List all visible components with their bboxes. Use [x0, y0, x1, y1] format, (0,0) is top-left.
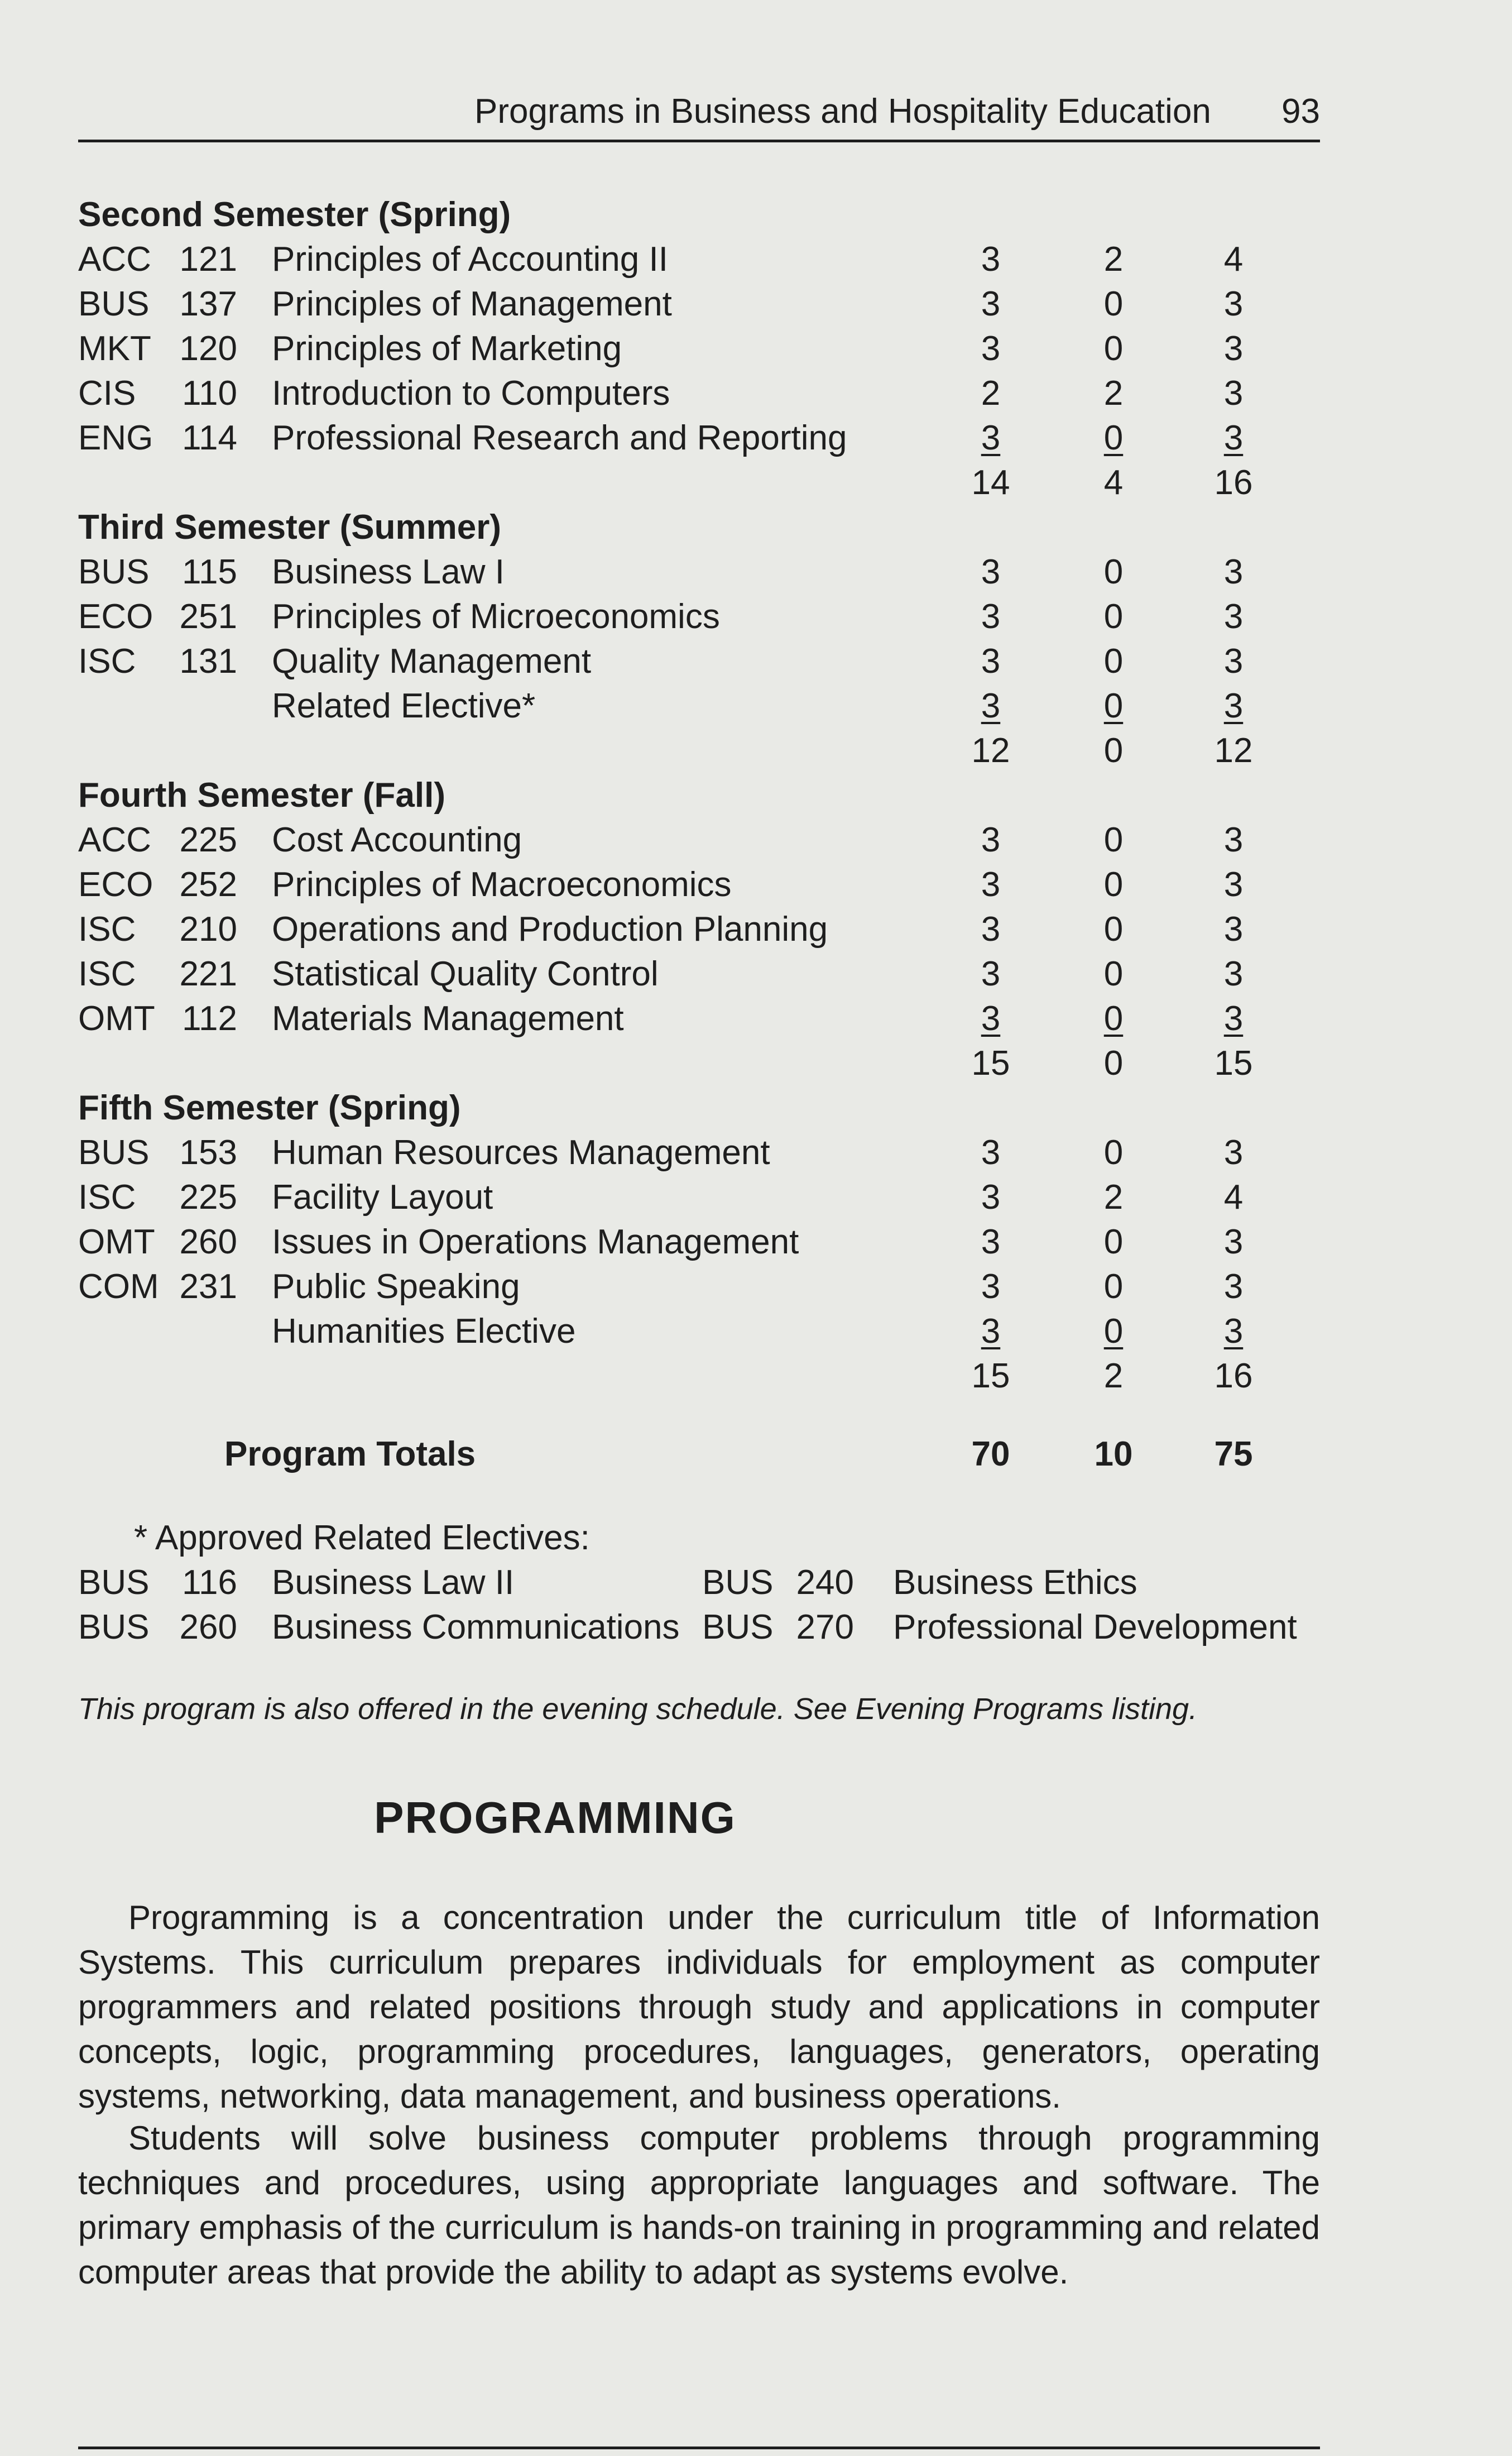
course-code: OMT	[78, 999, 155, 1038]
lab-hours: 0	[1103, 329, 1124, 368]
course-number: 121	[179, 240, 237, 279]
course-code: BUS	[78, 285, 150, 323]
section-paragraph: Students will solve business computer problems through programming techniques and procedures, using appropriate languages and software. The primary emphasis of the curriculum is hands-on training in programming and related computer areas that provide the ability to adapt as systems evolve.	[78, 2119, 1320, 2291]
class-hours: 3	[981, 1133, 1001, 1172]
lab-hours: 0	[1103, 1133, 1124, 1172]
program-totals-c3: 75	[1214, 1435, 1253, 1473]
course-row	[78, 1309, 1323, 1354]
course-title: Statistical Quality Control	[272, 955, 659, 993]
lab-hours: 0	[1103, 1223, 1124, 1261]
course-title: Public Speaking	[272, 1267, 520, 1306]
elective-number: 116	[182, 1563, 237, 1602]
course-code: BUS	[78, 553, 150, 591]
total-class-hours: 14	[971, 463, 1010, 502]
course-title: Issues in Operations Management	[272, 1223, 799, 1261]
lab-hours: 2	[1103, 1178, 1124, 1217]
credit-hours: 4	[1223, 240, 1244, 279]
semester-totals-row	[78, 1354, 1323, 1399]
course-number: 252	[179, 865, 237, 904]
course-code: CIS	[78, 374, 136, 413]
credit-hours: 3	[1223, 329, 1244, 368]
course-row	[78, 818, 1323, 863]
course-code: ECO	[78, 597, 153, 636]
elective-number: 270	[796, 1608, 854, 1646]
course-title: Humanities Elective	[272, 1312, 576, 1351]
lab-hours: 0	[1103, 999, 1124, 1038]
course-title: Principles of Macroeconomics	[272, 865, 732, 904]
credit-hours: 3	[1223, 865, 1244, 904]
total-lab-hours: 0	[1103, 731, 1124, 770]
elective-code: BUS	[78, 1563, 150, 1602]
lab-hours: 0	[1103, 642, 1124, 681]
credit-hours: 3	[1223, 1133, 1244, 1172]
course-code: OMT	[78, 1223, 155, 1261]
semester-totals-row	[78, 729, 1323, 773]
course-number: 231	[179, 1267, 237, 1306]
credit-hours: 3	[1223, 597, 1244, 636]
course-number: 115	[182, 553, 237, 591]
lab-hours: 0	[1103, 865, 1124, 904]
course-title: Principles of Accounting II	[272, 240, 668, 279]
semester-totals-row	[78, 1041, 1323, 1086]
course-row	[78, 863, 1323, 907]
evening-schedule-note: This program is also offered in the evening schedule. See Evening Programs listing.	[78, 1692, 1198, 1726]
total-credit-hours: 16	[1214, 463, 1253, 502]
lab-hours: 0	[1103, 1267, 1124, 1306]
credit-hours: 3	[1223, 1267, 1244, 1306]
credit-hours: 3	[1223, 999, 1244, 1038]
course-code: ISC	[78, 642, 136, 681]
course-row	[78, 237, 1323, 282]
credit-hours: 3	[1223, 910, 1244, 949]
class-hours: 3	[981, 999, 1001, 1038]
credit-hours: 3	[1223, 374, 1244, 413]
elective-title: Business Communications	[272, 1608, 680, 1646]
course-title: Principles of Microeconomics	[272, 597, 720, 636]
course-code: ACC	[78, 240, 151, 279]
lab-hours: 2	[1103, 240, 1124, 279]
course-code: ISC	[78, 1178, 136, 1217]
credit-hours: 3	[1223, 642, 1244, 681]
running-header	[78, 84, 1320, 142]
credit-hours: 3	[1223, 687, 1244, 725]
elective-row	[78, 1560, 1323, 1605]
class-hours: 2	[981, 374, 1001, 413]
lab-hours: 0	[1103, 821, 1124, 859]
course-title: Related Elective*	[272, 687, 536, 725]
course-number: 210	[179, 910, 237, 949]
class-hours: 3	[981, 865, 1001, 904]
class-hours: 3	[981, 821, 1001, 859]
course-title: Business Law I	[272, 553, 505, 591]
class-hours: 3	[981, 687, 1001, 725]
program-totals-label: Program Totals	[224, 1435, 476, 1473]
class-hours: 3	[981, 597, 1001, 636]
program-totals-c2: 10	[1094, 1435, 1133, 1473]
course-row	[78, 327, 1323, 371]
program-totals-c1: 70	[971, 1435, 1010, 1473]
elective-title: Business Ethics	[893, 1563, 1137, 1602]
course-number: 131	[179, 642, 237, 681]
total-class-hours: 12	[971, 731, 1010, 770]
course-number: 225	[179, 1178, 237, 1217]
credit-hours: 3	[1223, 419, 1244, 457]
course-code: MKT	[78, 329, 151, 368]
total-credit-hours: 15	[1214, 1044, 1253, 1083]
class-hours: 3	[981, 329, 1001, 368]
course-row	[78, 1175, 1323, 1220]
footer-rule	[78, 2447, 1320, 2449]
credit-hours: 3	[1223, 285, 1244, 323]
course-number: 137	[179, 285, 237, 323]
course-row	[78, 639, 1323, 684]
course-code: ACC	[78, 821, 151, 859]
course-row	[78, 595, 1323, 639]
total-credit-hours: 16	[1214, 1357, 1253, 1395]
course-row	[78, 1265, 1323, 1309]
class-hours: 3	[981, 1223, 1001, 1261]
semester-block	[78, 773, 1323, 1086]
credit-hours: 3	[1223, 955, 1244, 993]
elective-row	[78, 1605, 1323, 1650]
semester-block	[78, 1086, 1323, 1399]
course-title: Quality Management	[272, 642, 592, 681]
semester-title: Second Semester (Spring)	[78, 195, 511, 234]
course-row	[78, 952, 1323, 997]
course-number: 120	[179, 329, 237, 368]
credit-hours: 3	[1223, 553, 1244, 591]
course-code: ISC	[78, 910, 136, 949]
class-hours: 3	[981, 240, 1001, 279]
course-title: Principles of Marketing	[272, 329, 622, 368]
course-title: Materials Management	[272, 999, 624, 1038]
semester-totals-row	[78, 461, 1323, 505]
elective-title: Business Law II	[272, 1563, 515, 1602]
course-title: Human Resources Management	[272, 1133, 770, 1172]
elective-code: BUS	[78, 1608, 150, 1646]
class-hours: 3	[981, 910, 1001, 949]
course-code: ISC	[78, 955, 136, 993]
course-number: 260	[179, 1223, 237, 1261]
running-header-title: Programs in Business and Hospitality Education	[474, 92, 1211, 131]
course-number: 112	[182, 999, 237, 1038]
course-row	[78, 1220, 1323, 1265]
credit-hours: 3	[1223, 1312, 1244, 1351]
course-row	[78, 550, 1323, 595]
class-hours: 3	[981, 1267, 1001, 1306]
elective-number: 240	[796, 1563, 854, 1602]
lab-hours: 0	[1103, 553, 1124, 591]
course-number: 110	[182, 374, 237, 413]
course-row	[78, 416, 1323, 461]
program-totals-row	[78, 1429, 1323, 1480]
lab-hours: 0	[1103, 687, 1124, 725]
class-hours: 3	[981, 285, 1001, 323]
course-number: 114	[182, 419, 237, 457]
course-code: ENG	[78, 419, 153, 457]
total-class-hours: 15	[971, 1044, 1010, 1083]
course-code: ECO	[78, 865, 153, 904]
class-hours: 3	[981, 642, 1001, 681]
class-hours: 3	[981, 1178, 1001, 1217]
semester-title: Fifth Semester (Spring)	[78, 1089, 461, 1127]
total-lab-hours: 4	[1103, 463, 1124, 502]
course-code: BUS	[78, 1133, 150, 1172]
course-title: Principles of Management	[272, 285, 672, 323]
credit-hours: 3	[1223, 1223, 1244, 1261]
course-number: 251	[179, 597, 237, 636]
electives-heading: * Approved Related Electives:	[134, 1519, 590, 1557]
course-number: 221	[179, 955, 237, 993]
lab-hours: 0	[1103, 955, 1124, 993]
lab-hours: 0	[1103, 597, 1124, 636]
course-title: Operations and Production Planning	[272, 910, 828, 949]
course-title: Cost Accounting	[272, 821, 522, 859]
total-lab-hours: 2	[1103, 1357, 1124, 1395]
course-title: Facility Layout	[272, 1178, 493, 1217]
section-paragraph: Programming is a concentration under the curriculum title of Information Systems. This curriculum prepares individuals for employment as computer programmers and related positions through study and applications in computer concepts, logic, programming procedures, languages, generators, operating systems, networking, data management, and business operations.	[78, 1899, 1320, 2115]
course-number: 153	[179, 1133, 237, 1172]
semester-block	[78, 505, 1323, 773]
course-title: Introduction to Computers	[272, 374, 670, 413]
course-row	[78, 684, 1323, 729]
credit-hours: 3	[1223, 821, 1244, 859]
class-hours: 3	[981, 955, 1001, 993]
total-lab-hours: 0	[1103, 1044, 1124, 1083]
elective-code: BUS	[702, 1608, 774, 1646]
semester-title: Fourth Semester (Fall)	[78, 776, 445, 815]
course-row	[78, 1131, 1323, 1175]
course-schedule	[78, 193, 1323, 1399]
lab-hours: 0	[1103, 910, 1124, 949]
lab-hours: 2	[1103, 374, 1124, 413]
course-row	[78, 907, 1323, 952]
lab-hours: 0	[1103, 285, 1124, 323]
class-hours: 3	[981, 1312, 1001, 1351]
semester-title: Third Semester (Summer)	[78, 508, 501, 547]
class-hours: 3	[981, 419, 1001, 457]
total-class-hours: 15	[971, 1357, 1010, 1395]
course-code: COM	[78, 1267, 159, 1306]
lab-hours: 0	[1103, 1312, 1124, 1351]
section-heading: PROGRAMMING	[374, 1793, 736, 1842]
elective-code: BUS	[702, 1563, 774, 1602]
course-number: 225	[179, 821, 237, 859]
elective-title: Professional Development	[893, 1608, 1297, 1646]
course-row	[78, 282, 1323, 327]
semester-block	[78, 193, 1323, 505]
elective-number: 260	[179, 1608, 237, 1646]
total-credit-hours: 12	[1214, 731, 1253, 770]
page-number: 93	[1281, 92, 1320, 131]
credit-hours: 4	[1223, 1178, 1244, 1217]
lab-hours: 0	[1103, 419, 1124, 457]
course-title: Professional Research and Reporting	[272, 419, 847, 457]
course-row	[78, 371, 1323, 416]
class-hours: 3	[981, 553, 1001, 591]
course-row	[78, 997, 1323, 1041]
